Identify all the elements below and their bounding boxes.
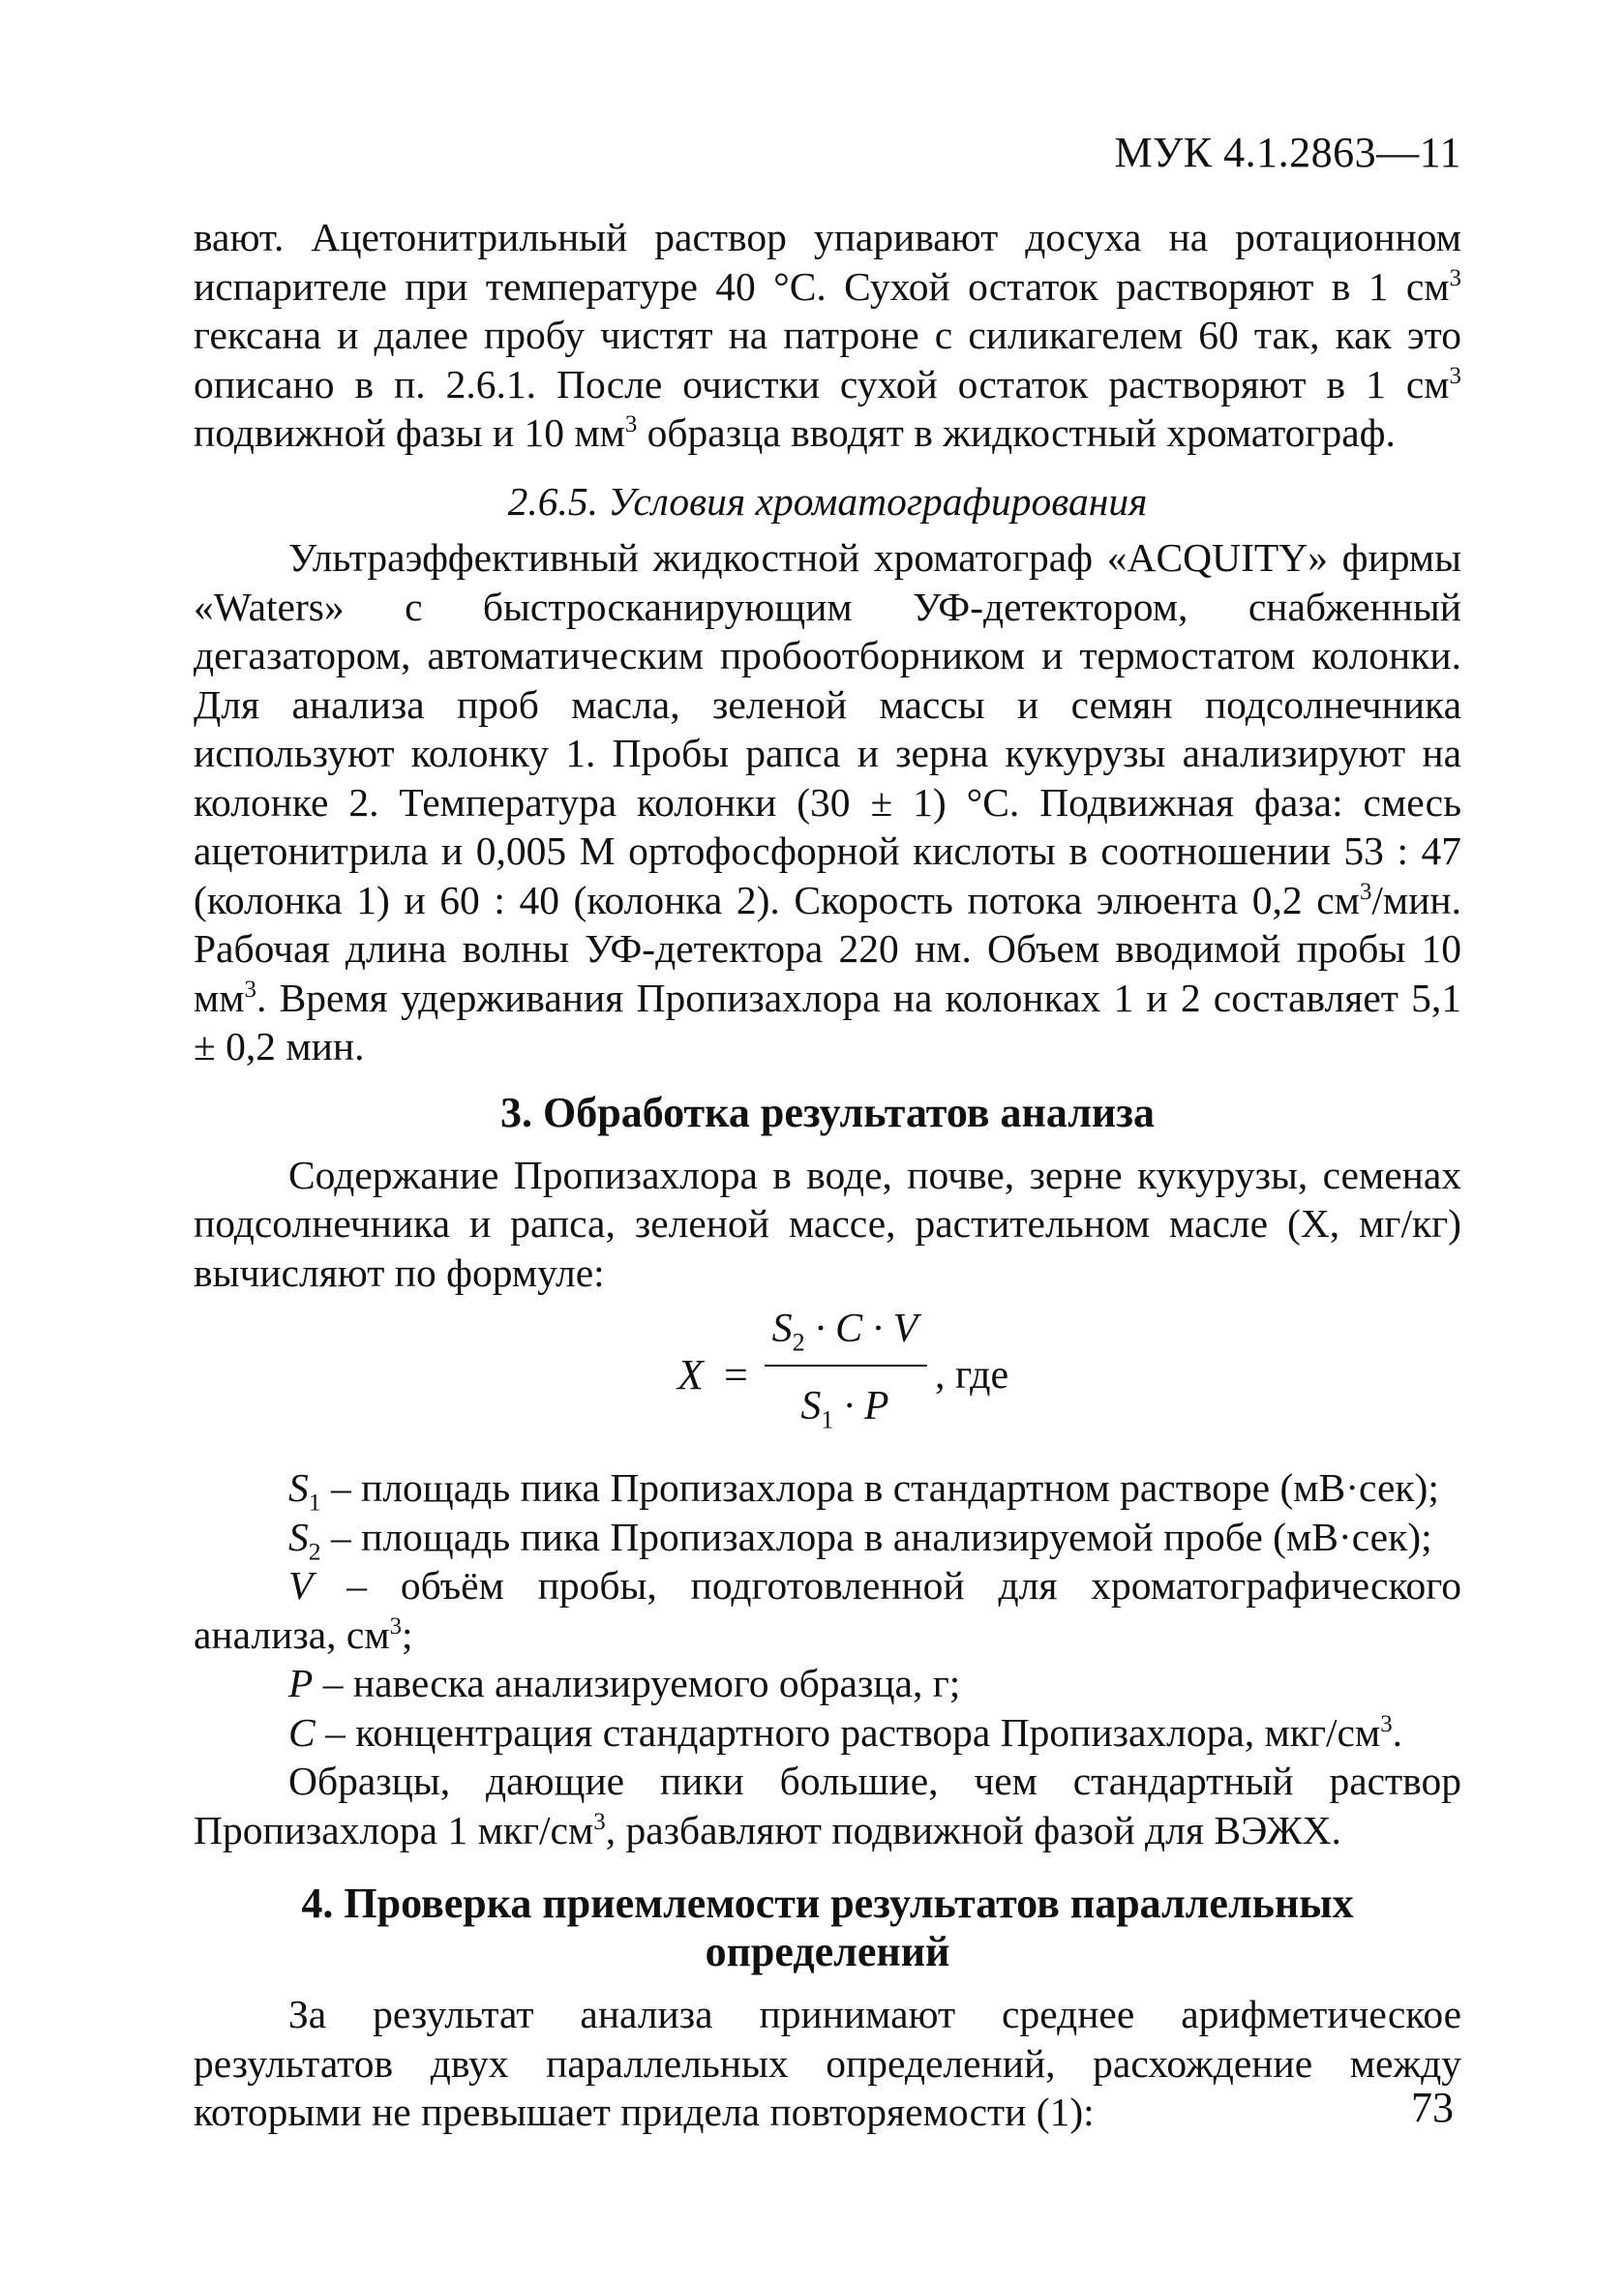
formula-where: , где	[935, 1353, 1009, 1398]
section-3-heading: 3. Обработка результатов анализа	[500, 1088, 1155, 1136]
dilution-note-paragraph: Образцы, дающие пики большие, чем стандартный раствор Пропизахлора 1 мкг/$см^3$, разбавляют подвижной фазой для ВЭЖХ.	[194, 1759, 1461, 1852]
formula-lhs: X	[677, 1351, 704, 1399]
formula-numerator: $S_2 \cdot C \cdot V$	[771, 1307, 918, 1357]
definition-v: V – объём пробы, подготовленной для хроматографического анализа, $см^3$;	[194, 1563, 1461, 1657]
sample-prep-continuation: вают. Ацетонитрильный раствор упаривают досуха на ротационном испарителе при температуре 40 °С. Сухой остаток растворяют в 1 $см^3$ гексана и далее пробу чистят на патроне с силикагелем 60 так, как это описано в п. 2.6.1. После очистки сухой остаток растворяют в 1 $см^3$ подвижной фазы и 10 $мм^3$ образца вводят в жидкостный хроматограф.	[194, 215, 1461, 455]
definition-s2: $S_2$ – площадь пика Пропизахлора в анализируемой пробе (мВ·сек);	[288, 1514, 1432, 1565]
formula-denominator: $S_1 \cdot P$	[800, 1384, 889, 1434]
concentration-formula	[194, 1305, 1461, 1450]
page-body	[194, 213, 1461, 2137]
definition-c: C – концентрация стандартного раствора Пропизахлора, мкг/$см^3$.	[288, 1709, 1403, 1755]
acceptance-paragraph: За результат анализа принимают среднее арифметическое результатов двух параллельных определений, расхождение между которыми не превышает придела повторяемости (1):	[194, 1992, 1461, 2134]
document-code-header: МУК 4.1.2863—11	[1114, 129, 1461, 176]
subsection-heading-chromatography-conditions: 2.6.5. Условия хроматографирования	[507, 478, 1148, 524]
formula-fraction-bar	[765, 1365, 927, 1367]
formula-equals: =	[724, 1351, 748, 1399]
page-number: 73	[1411, 2084, 1454, 2131]
definition-p: P – навеска анализируемого образца, г;	[288, 1661, 961, 1705]
chromatography-conditions-paragraph: Ультраэффективный жидкостной хроматограф «ACQUITY» фирмы «Waters» с быстросканирующим УФ-детектором, снабженный дегазатором, автоматическим пробоотборником и термостатом колонки. Для анализа проб масла, зеленой массы и семян подсолнечника используют колонку 1. Пробы рапса и зерна кукурузы анализируют на колонке 2. Температура колонки (30 ± 1) °С. Подвижная фаза: смесь ацетонитрила и 0,005 М ортофосфорной кислоты в соотношении 53 : 47 (колонка 1) и 60 : 40 (колонка 2). Скорость потока элюента 0,2 $см^3$/мин. Рабочая длина волны УФ-детектора 220 нм. Объем вводимой пробы 10 $мм^3$. Время удерживания Пропизахлора на колонках 1 и 2 составляет 5,1 ± 0,2 мин.	[194, 535, 1461, 1068]
section-4-heading: 4. Проверка приемлемости результатов параллельных определений	[301, 1880, 1354, 1975]
definition-s1: $S_1$ – площадь пика Пропизахлора в стандартном растворе (мВ·сек);	[288, 1465, 1439, 1517]
calculation-intro-paragraph: Содержание Пропизахлора в воде, почве, зерне кукурузы, семенах подсолнечника и рапса, зеленой массе, растительном масле (Х, мг/кг) вычисляют по формуле:	[194, 1152, 1461, 1295]
